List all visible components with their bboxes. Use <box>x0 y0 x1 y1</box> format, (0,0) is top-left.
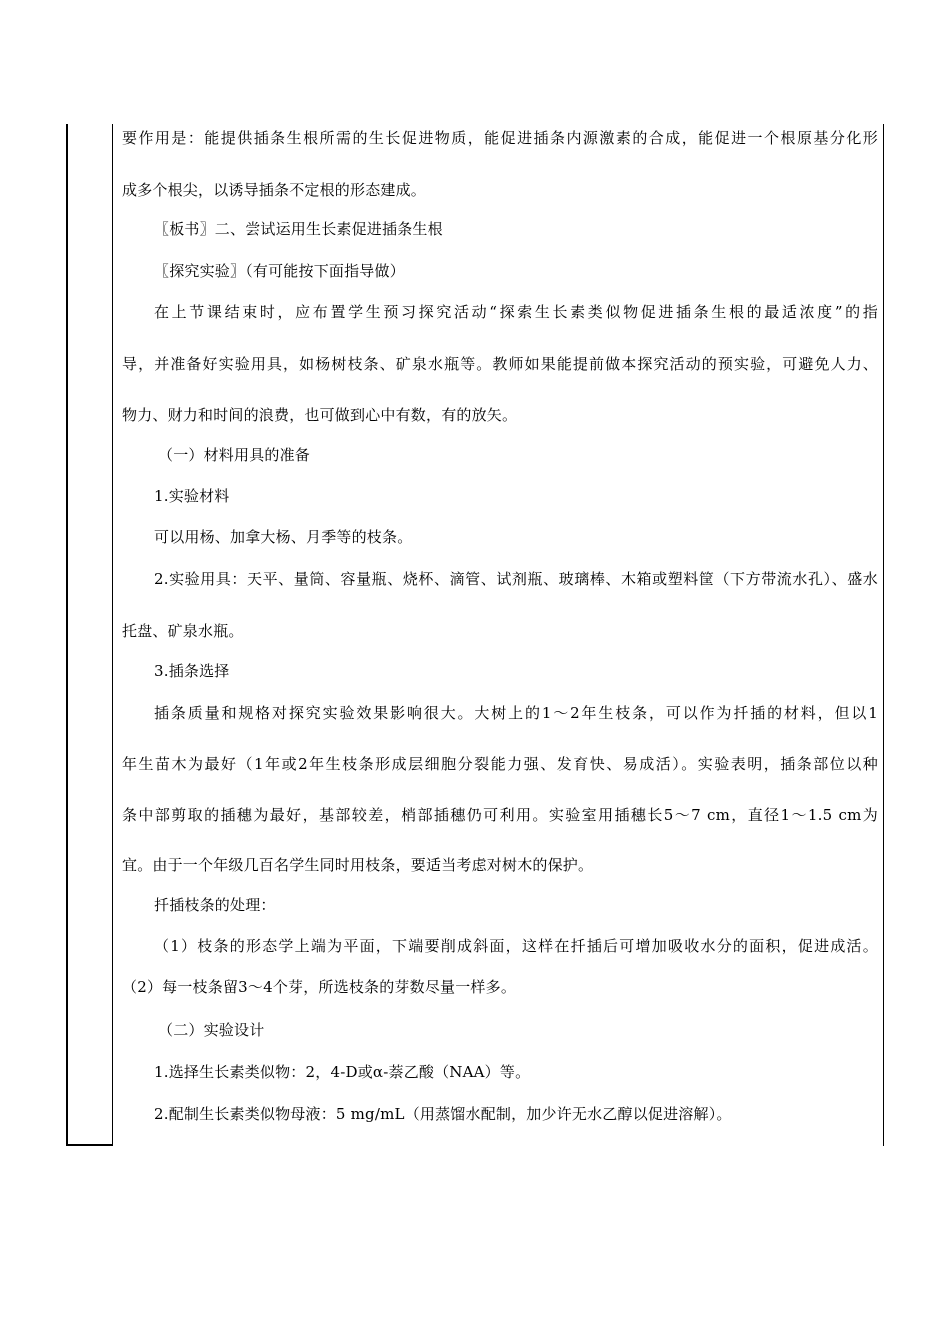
paragraph-line: 1.选择生长素类似物：2，4-D或α-萘乙酸（NAA）等。 <box>154 1063 531 1081</box>
paragraph-line: 在上节课结束时，应布置学生预习探究活动“探索生长素类似物促进插条生根的最适浓度”的指 <box>154 303 878 321</box>
section-heading: （二）实验设计 <box>158 1021 265 1039</box>
paragraph-line: 2.实验用具：天平、量筒、容量瓶、烧杯、滴管、试剂瓶、玻璃棒、木箱或塑料筐（下方带流水孔）、盛水 <box>154 570 878 588</box>
explore-experiment-heading: 〖探究实验〗（有可能按下面指导做） <box>154 262 405 280</box>
paragraph-line: 成多个根尖，以诱导插条不定根的形态建成。 <box>122 181 427 199</box>
section-heading: （一）材料用具的准备 <box>158 446 311 464</box>
paragraph-line: 扦插枝条的处理： <box>154 896 276 914</box>
paragraph-line: 可以用杨、加拿大杨、月季等的枝条。 <box>154 528 413 546</box>
table-bottom-left-border <box>66 1144 113 1146</box>
table-left-outer-border <box>66 124 68 1146</box>
paragraph-line: 2.配制生长素类似物母液：5 mg/mL（用蒸馏水配制，加少许无水乙醇以促进溶解）。 <box>154 1105 732 1123</box>
subsection-heading: 3.插条选择 <box>154 662 230 680</box>
paragraph-line: 条中部剪取的插穗为最好，基部较差，梢部插穗仍可利用。实验室用插穗长5～7 cm，直径1～1.5 cm为 <box>122 806 878 824</box>
paragraph-line: 导，并准备好实验用具，如杨树枝条、矿泉水瓶等。教师如果能提前做本探究活动的预实验，可避免人力、 <box>122 355 878 373</box>
paragraph-line: 物力、财力和时间的浪费，也可做到心中有数，有的放矢。 <box>122 406 518 424</box>
subsection-heading: 1.实验材料 <box>154 487 230 505</box>
paragraph-line: 宜。由于一个年级几百名学生同时用枝条，要适当考虑对树木的保护。 <box>122 856 594 874</box>
paragraph-line: 年生苗木为最好（1年或2年生枝条形成层细胞分裂能力强、发育快、易成活）。实验表明，插条部位以种 <box>122 755 878 773</box>
paragraph-line: （1）枝条的形态学上端为平面，下端要削成斜面，这样在扦插后可增加吸收水分的面积，促进成活。 <box>154 937 878 955</box>
paragraph-line: 插条质量和规格对探究实验效果影响很大。大树上的1～2年生枝条，可以作为扦插的材料，但以1 <box>154 704 878 722</box>
paragraph-line: 托盘、矿泉水瓶。 <box>122 622 244 640</box>
board-note-heading: 〖板书〗二、尝试运用生长素促进插条生根 <box>154 220 443 238</box>
table-right-border <box>883 124 884 1146</box>
paragraph-line: （2）每一枝条留3～4个芽，所选枝条的芽数尽量一样多。 <box>122 978 517 996</box>
paragraph-line: 要作用是：能提供插条生根所需的生长促进物质，能促进插条内源激素的合成，能促进一个根原基分化形 <box>122 129 878 147</box>
table-column-divider <box>112 124 113 1146</box>
